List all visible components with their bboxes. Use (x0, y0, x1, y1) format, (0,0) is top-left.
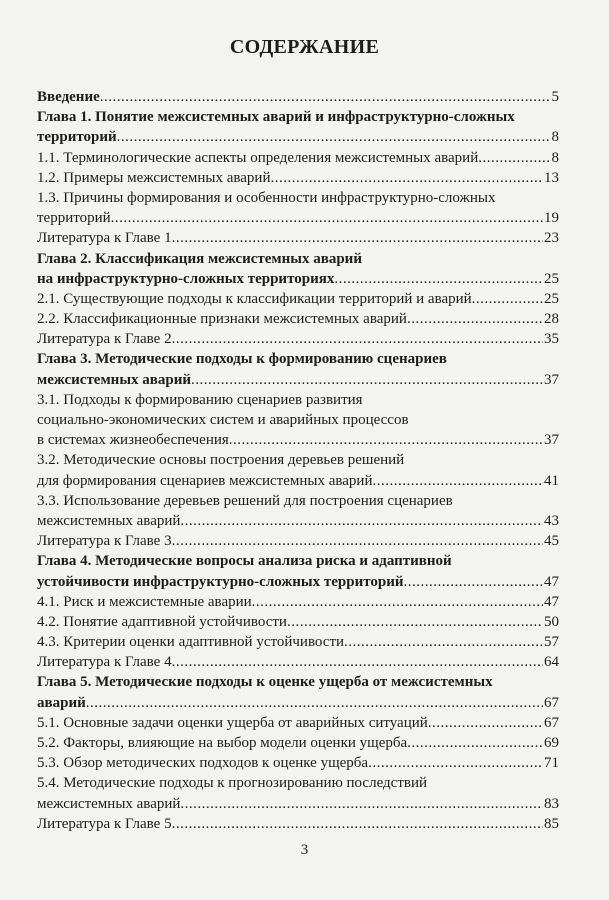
toc-page-number: 5 (551, 89, 559, 105)
toc-entry-title: 1.1. Терминологические аспекты определения межсистемных аварий (37, 149, 479, 166)
toc-line (37, 309, 559, 329)
toc-page-number: 37 (544, 371, 559, 388)
toc-line (37, 652, 559, 672)
toc-line (37, 410, 559, 430)
toc-entry-title: Глава 4. Методические вопросы анализа риска и адаптивной (37, 553, 452, 570)
toc-entry-title: 5.4. Методические подходы к прогнозированию последствий (37, 775, 428, 792)
dot-leader (172, 329, 543, 349)
toc-entry-title: межсистемных аварий (37, 371, 192, 388)
toc-line (37, 753, 559, 773)
toc-entry-title: Литература к Главе 4 (37, 654, 172, 671)
toc-entry-title: Глава 5. Методические подходы к оценке ущерба от межсистемных (37, 674, 493, 691)
toc-line (37, 491, 559, 511)
toc-entry-title: социально-экономических систем и аварийных процессов (37, 412, 409, 428)
toc-line (37, 329, 559, 349)
toc-page-number: 47 (544, 593, 559, 610)
toc-line (37, 390, 559, 410)
toc-entry (37, 228, 559, 248)
toc-entry-title: межсистемных аварий (37, 795, 181, 812)
toc-page-number: 35 (544, 331, 559, 348)
toc-chapter-entry (37, 87, 559, 107)
toc-entry-title: устойчивости инфраструктурно-сложных территорий (37, 573, 404, 590)
dot-leader (86, 693, 543, 713)
toc-entry-title: 3.1. Подходы к формированию сценариев развития (37, 391, 363, 408)
toc-line (37, 228, 559, 248)
toc-line (37, 612, 559, 632)
dot-leader (191, 370, 543, 390)
toc-entry (37, 713, 559, 733)
toc-entry-title: 3.2. Методические основы построения деревьев решений (37, 452, 405, 469)
toc-line (37, 511, 559, 531)
toc-entry (37, 188, 559, 228)
toc-entry (37, 632, 559, 652)
toc-page-number: 37 (544, 432, 559, 449)
toc-chapter-entry (37, 107, 559, 147)
dot-leader (344, 632, 543, 652)
toc-entry (37, 491, 559, 531)
toc-page-number: 8 (551, 129, 559, 146)
toc-entry-title: территорий (37, 210, 111, 227)
toc-entry-title: Введение (37, 89, 100, 105)
toc-entry (37, 652, 559, 672)
toc-line (37, 794, 559, 814)
toc-entry (37, 612, 559, 632)
dot-leader (372, 471, 543, 491)
toc-entry-title: 5.2. Факторы, влияющие на выбор модели оценки ущерба (37, 735, 408, 751)
toc-entry (37, 289, 559, 309)
toc-line (37, 592, 559, 612)
toc-line (37, 551, 559, 571)
toc-chapter-entry (37, 349, 559, 389)
toc-page-number: 25 (544, 270, 559, 287)
toc-entry (37, 814, 559, 834)
toc-line (37, 168, 559, 188)
toc-entry-title: 4.2. Понятие адаптивной устойчивости (37, 613, 287, 630)
toc-entry-title: 4.3. Критерии оценки адаптивной устойчивости (37, 634, 345, 651)
toc-entry-title: Литература к Главе 3 (37, 533, 172, 550)
toc-line (37, 632, 559, 652)
toc-page-number: 8 (551, 149, 559, 166)
toc-line (37, 531, 559, 551)
toc-line (37, 289, 559, 309)
toc-entry-title: 2.2. Классификационные признаки межсистемных аварий (37, 311, 407, 328)
toc-entry-title: в системах жизнеобеспечения (37, 432, 229, 449)
toc-entry (37, 168, 559, 188)
toc-entry-title: Глава 1. Понятие межсистемных аварий и инфраструктурно-сложных (37, 109, 515, 126)
dot-leader (172, 652, 543, 672)
toc-entry (37, 309, 559, 329)
toc-page-number: 45 (544, 533, 559, 550)
table-of-contents (37, 87, 559, 834)
dot-leader (478, 148, 550, 168)
toc-entry-title: 1.3. Причины формирования и особенности инфраструктурно-сложных (37, 189, 496, 206)
dot-leader (271, 168, 544, 188)
toc-entry-title: 3.3. Использование деревьев решений для построения сценариев (37, 492, 453, 509)
page-title: СОДЕРЖАНИЕ (229, 36, 380, 58)
toc-line (37, 471, 559, 491)
toc-page-number: 67 (544, 714, 559, 731)
dot-leader (172, 814, 543, 834)
toc-line (37, 87, 559, 107)
toc-page-number: 69 (544, 735, 559, 751)
toc-page-number: 47 (544, 573, 559, 590)
toc-entry (37, 531, 559, 551)
toc-entry-title: для формирования сценариев межсистемных аварий (37, 472, 373, 489)
toc-entry-title: 5.3. Обзор методических подходов к оценке ущерба (37, 755, 369, 772)
toc-entry-title: 5.1. Основные задачи оценки ущерба от аварийных ситуаций (37, 714, 428, 731)
toc-entry-title: 1.2. Примеры межсистемных аварий (37, 169, 271, 186)
toc-line (37, 430, 559, 450)
toc-page-number: 50 (544, 613, 559, 630)
toc-entry (37, 753, 559, 773)
dot-leader (287, 612, 543, 632)
dot-leader (368, 753, 543, 773)
toc-entry (37, 329, 559, 349)
toc-page-number: 28 (544, 311, 559, 328)
toc-page-number: 83 (544, 795, 559, 812)
toc-entry-title: 2.1. Существующие подходы к классификации территорий и аварий (37, 290, 472, 307)
toc-line (37, 713, 559, 733)
toc-page-number: 25 (544, 290, 559, 307)
toc-chapter-entry (37, 672, 559, 712)
toc-entry (37, 592, 559, 612)
toc-line (37, 349, 559, 369)
toc-entry-title: на инфраструктурно-сложных территориях (37, 270, 335, 287)
toc-entry-title: Литература к Главе 1 (37, 230, 172, 247)
toc-line (37, 773, 559, 793)
toc-line (37, 107, 559, 127)
dot-leader (172, 531, 543, 551)
page-number: 3 (300, 842, 309, 858)
toc-line (37, 208, 559, 228)
toc-entry-title: межсистемных аварий (37, 512, 181, 529)
dot-leader (172, 228, 543, 248)
toc-page-number: 19 (544, 210, 559, 227)
toc-entry-title: территорий (37, 129, 117, 146)
toc-page-number: 41 (544, 472, 559, 489)
dot-leader (334, 269, 543, 289)
toc-chapter-entry (37, 551, 559, 591)
toc-entry-title: Литература к Главе 5 (37, 815, 172, 832)
dot-leader (180, 794, 543, 814)
toc-page-number: 71 (544, 755, 559, 772)
toc-line (37, 450, 559, 470)
dot-leader (407, 733, 543, 753)
toc-entry-title: 4.1. Риск и межсистемные аварии (37, 593, 252, 610)
toc-line (37, 269, 559, 289)
toc-entry (37, 733, 559, 753)
toc-entry-title: Глава 3. Методические подходы к формированию сценариев (37, 351, 447, 368)
toc-line (37, 693, 559, 713)
toc-page-number: 67 (544, 694, 559, 711)
dot-leader (180, 511, 543, 531)
toc-page-number: 85 (544, 815, 559, 832)
toc-page-number: 64 (544, 654, 559, 671)
toc-entry-title: Литература к Главе 2 (37, 331, 172, 348)
dot-leader (428, 713, 543, 733)
toc-line (37, 733, 559, 753)
toc-line (37, 672, 559, 692)
dot-leader (407, 309, 543, 329)
toc-page-number: 13 (544, 169, 559, 186)
dot-leader (252, 592, 543, 612)
toc-line (37, 188, 559, 208)
toc-line (37, 148, 559, 168)
toc-line (37, 127, 559, 147)
dot-leader (100, 87, 551, 107)
toc-entry-title: Глава 2. Классификация межсистемных аварий (37, 250, 362, 267)
toc-chapter-entry (37, 249, 559, 289)
toc-entry (37, 390, 559, 451)
toc-line (37, 249, 559, 269)
toc-line (37, 370, 559, 390)
toc-entry (37, 148, 559, 168)
toc-line (37, 814, 559, 834)
toc-line (37, 572, 559, 592)
toc-entry (37, 773, 559, 813)
toc-page-number: 23 (544, 230, 559, 247)
toc-page-number: 57 (544, 634, 559, 651)
dot-leader (472, 289, 543, 309)
toc-entry-title: аварий (37, 694, 86, 711)
dot-leader (404, 572, 543, 592)
dot-leader (111, 208, 543, 228)
toc-page-number: 43 (544, 512, 559, 529)
dot-leader (229, 430, 543, 450)
dot-leader (117, 127, 551, 147)
toc-entry (37, 450, 559, 490)
